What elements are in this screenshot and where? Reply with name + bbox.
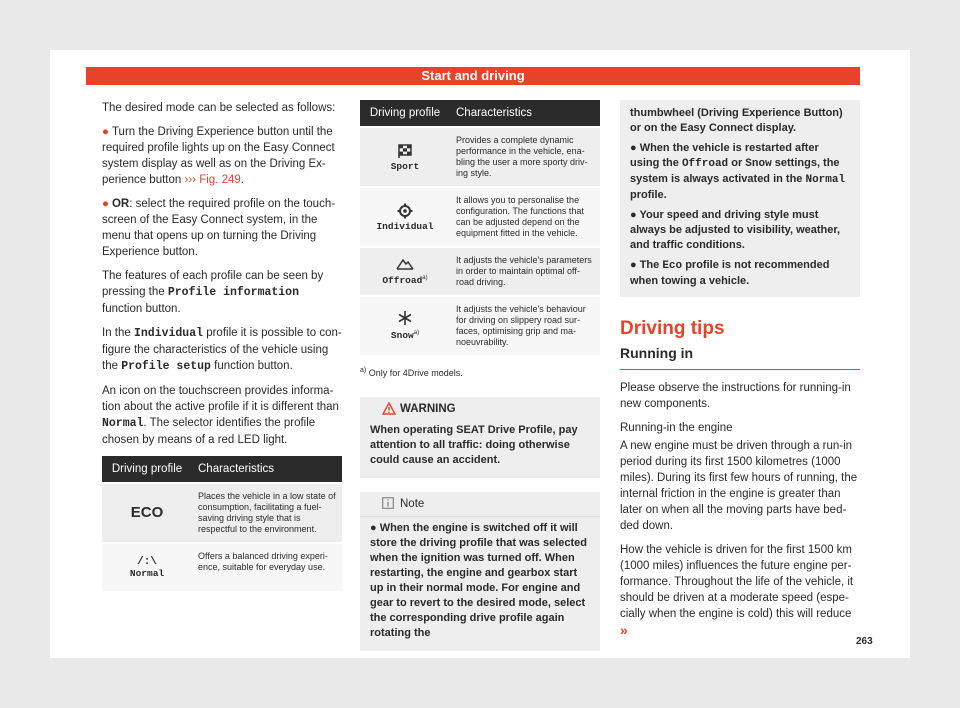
sport-profile: Sport xyxy=(360,127,450,187)
bullet-icon: ● xyxy=(102,126,109,138)
warning-title: WARNING xyxy=(400,403,456,415)
column-2 xyxy=(360,100,600,651)
individual-profile: Individual xyxy=(360,187,450,247)
info-icon xyxy=(382,497,394,509)
note-continuation-box: thumbwheel (Driving Experience Button) or on the Easy Connect display. ● When the vehicle is restarted after using the Offroad or Snow settings, the system is always activated in the Normal profile. ● Your speed and driving style must always be adjusted to visibility, weather, and traffic conditions. ● The Eco profile is not recommended when towing a vehicle. xyxy=(620,100,860,297)
table-row: Individual It allows you to personalise the configuration. The functions that can be adjusted depend on the equipment fitted in the vehicle. xyxy=(360,187,600,247)
table-row: /:\ Normal Offers a balanced driving experience, suitable for everyday use. xyxy=(102,543,342,591)
paragraph-heading: Running-in the engine xyxy=(620,422,733,434)
note-title: Note xyxy=(400,498,425,510)
normal-icon: /:\ Normal xyxy=(102,543,192,591)
subsection-title: Running in xyxy=(620,345,860,370)
chapter-header: Start and driving xyxy=(86,67,860,85)
paragraph: Please observe the instructions for running-in new components. xyxy=(620,382,851,410)
bullet-item: ● OR: select the required profile on the touchscreen of the Easy Connect system, in the menu that opens up on turning the Driving Experience button. xyxy=(102,198,336,258)
note-text: ● When the engine is switched off it will store the driving profile that was selected when the ignition was turned off. When restarting, the engine and gearbox start up in their normal mode. For engine and gear to revert to the desired mode, select the corresponding drive profile again rotating the xyxy=(370,522,587,639)
table-row: ECO Places the vehicle in a low state of consumption, facilitating a fuel-saving driving style that is respectful to the environment. xyxy=(102,483,342,543)
warning-text: When operating SEAT Drive Profile, pay attention to all traffic: doing otherwise could cause an accident. xyxy=(370,424,578,466)
section-title: Driving tips xyxy=(620,318,725,339)
column-3 xyxy=(620,100,860,648)
mode-name: Individual xyxy=(133,327,203,340)
warning-triangle-icon xyxy=(382,402,396,415)
page-number: 263 xyxy=(856,636,873,647)
paragraph: The features of each profile can be seen by pressing the Profile information function button. xyxy=(102,270,324,315)
intro-text: The desired mode can be selected as follows: xyxy=(102,102,336,114)
table-header: Driving profile Characteristics xyxy=(102,456,342,483)
button-name: Profile setup xyxy=(121,360,211,373)
table-row: Sport Provides a complete dynamic performance in the vehicle, enabling the user a more sporty driving style. xyxy=(360,127,600,187)
bullet-icon: ● xyxy=(102,198,109,210)
mode-name: Normal xyxy=(102,417,144,430)
button-name: Profile information xyxy=(167,286,299,299)
table-row: Offroad$^{a)}$ It adjusts the vehicle's parameters in order to maintain optimal off-road driving. xyxy=(360,247,600,296)
profile-table-1 xyxy=(102,456,342,591)
mountain-icon xyxy=(396,257,414,271)
figure-reference[interactable]: ››› Fig. 249 xyxy=(184,174,241,186)
bullet-item: ● Turn the Driving Experience button until the required profile lights up on the Easy Connect system display as well as on the Driving Experience button ››› Fig. 249. xyxy=(102,126,335,186)
footnote: $^{a)}$ Only for 4Drive models. xyxy=(360,367,463,378)
snowflake-icon xyxy=(397,310,413,326)
snow-profile: Snow$^{a)}$ xyxy=(360,296,450,355)
paragraph: A new engine must be driven through a run-in period during its first 1500 kilometres (1000 miles). During its first few hours of running, the internal friction in the engine is greater than later on when all the moving parts have bedded down. xyxy=(620,440,858,532)
sport-flag-icon xyxy=(397,143,413,159)
column-1 xyxy=(102,100,342,591)
paragraph: How the vehicle is driven for the first 1500 km (1000 miles) influences the future engine performance. Throughout the life of the vehicle, it should be driven at a moderate speed (especially when the engine is cold) this will reduce » xyxy=(620,544,854,638)
note-box xyxy=(360,492,600,651)
bullet-icon: ● xyxy=(370,522,380,534)
paragraph: In the Individual profile it is possible to configure the characteristics of the vehicle using the Profile setup function button. xyxy=(102,327,342,373)
warning-box xyxy=(360,397,600,478)
gear-icon xyxy=(397,203,413,219)
paragraph: An icon on the touchscreen provides information about the active profile if it is different than Normal. The selector identifies the profile chosen by means of a red LED light. xyxy=(102,385,339,446)
profile-table-2 xyxy=(360,100,600,355)
table-header: Driving profile Characteristics xyxy=(360,100,600,127)
continue-icon: » xyxy=(620,622,628,638)
eco-icon: ECO xyxy=(102,483,192,543)
table-row: Snow$^{a)}$ It adjusts the vehicle's behaviour for driving on slippery road surfaces, optimising grip and manoeuvrability. xyxy=(360,296,600,355)
offroad-profile: Offroad$^{a)}$ xyxy=(360,247,450,296)
